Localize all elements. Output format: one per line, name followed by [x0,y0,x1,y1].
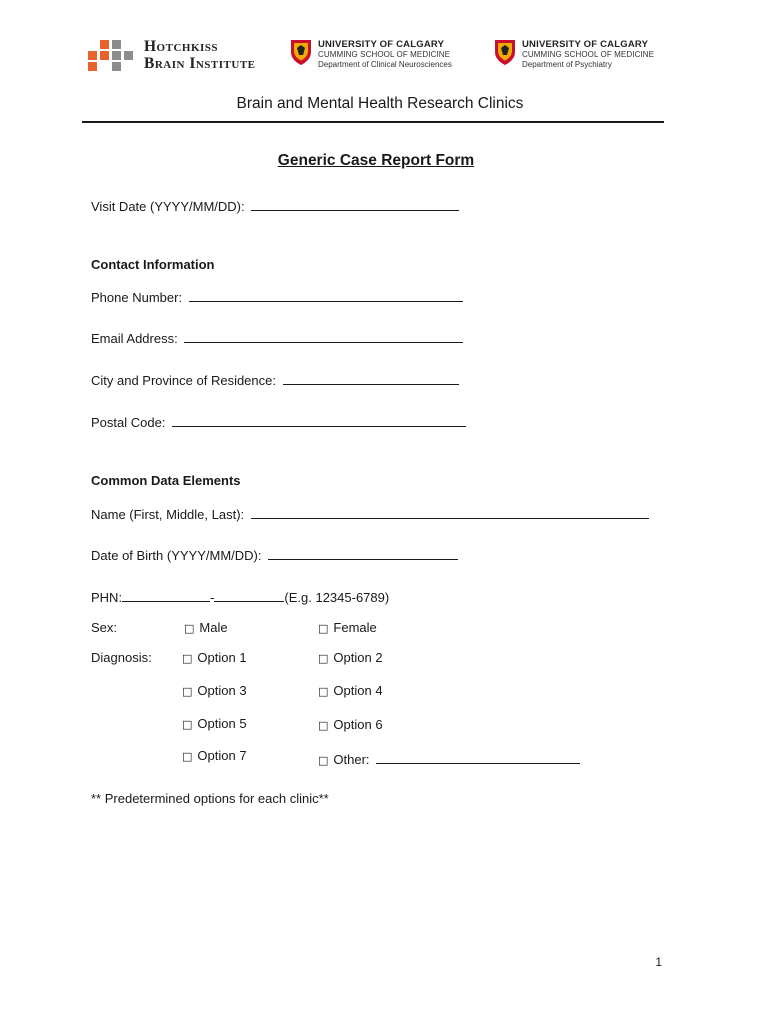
diagnosis-option-label: Option 5 [197,716,247,731]
dob-label: Date of Birth (YYYY/MM/DD): [91,548,262,563]
checkbox-icon[interactable]: □ [318,622,329,635]
form-title: Generic Case Report Form [277,152,475,169]
phone-row [91,288,463,306]
uc-psych-line1: UNIVERSITY OF CALGARY [522,39,649,50]
checkbox-icon[interactable]: □ [318,685,329,698]
common-data-heading: Common Data Elements [91,473,241,488]
diagnosis-option-label: Option 6 [333,717,383,732]
sex-male-label: Male [199,620,228,635]
clinic-title: Brain and Mental Health Research Clinics [236,95,524,112]
phn-row [91,588,389,606]
sex-male-option[interactable] [184,620,228,637]
city-province-field[interactable] [283,371,459,385]
visit-date-field[interactable] [251,197,459,211]
full-name-row [91,505,649,523]
visit-date-label: Visit Date (YYYY/MM/DD): [91,199,245,214]
uc-neurosciences-logo [290,38,490,72]
checkbox-icon[interactable]: □ [318,754,329,767]
title-divider [82,121,664,123]
sex-female-label: Female [333,620,377,635]
hbi-name-line1: Hotchkiss [144,38,219,55]
diagnosis-option-label: Option 7 [197,748,247,763]
uc-neuro-line2: CUMMING SCHOOL OF MEDICINE [318,50,451,59]
phone-label: Phone Number: [91,290,183,305]
diagnosis-option-label: Option 4 [333,683,383,698]
diagnosis-option-7[interactable] [182,748,247,765]
postal-code-field[interactable] [172,413,466,427]
uc-psych-line2: CUMMING SCHOOL OF MEDICINE [522,50,655,59]
uc-crest-icon [290,38,312,66]
hbi-name-line2: Brain Institute [144,55,256,72]
phn-label: PHN: [91,590,123,605]
visit-date-row [91,197,459,215]
sex-label: Sex: [91,620,118,635]
checkbox-icon[interactable]: □ [182,652,193,665]
phn-part1-field[interactable] [122,588,210,602]
diagnosis-option-6[interactable] [318,717,383,734]
dob-row [91,546,458,564]
phn-part2-field[interactable] [214,588,284,602]
checkbox-icon[interactable]: □ [318,652,329,665]
diagnosis-option-label: Option 3 [197,683,247,698]
page-number: 1 [655,955,662,969]
diagnosis-other-field[interactable] [376,750,580,764]
postal-code-row [91,413,466,431]
city-province-label: City and Province of Residence: [91,373,276,388]
diagnosis-option-4[interactable] [318,683,383,700]
diagnosis-option-label: Option 1 [197,650,247,665]
postal-code-label: Postal Code: [91,415,166,430]
phn-example: (E.g. 12345-6789) [284,590,390,605]
diagnosis-option-2[interactable] [318,650,383,667]
footnote: ** Predetermined options for each clinic** [91,791,329,806]
uc-psychiatry-logo [494,38,684,72]
checkbox-icon[interactable]: □ [184,622,195,635]
checkbox-icon[interactable]: □ [318,719,329,732]
uc-neuro-line3: Department of Clinical Neurosciences [318,60,452,69]
phone-field[interactable] [189,288,463,302]
email-field[interactable] [184,329,463,343]
uc-crest-icon [494,38,516,66]
uc-neuro-line1: UNIVERSITY OF CALGARY [318,39,445,50]
contact-info-heading: Contact Information [91,257,215,272]
checkbox-icon[interactable]: □ [182,718,193,731]
hbi-logo-text [144,38,256,72]
phn-dash: - [210,590,215,605]
full-name-label: Name (First, Middle, Last): [91,507,245,522]
checkbox-icon[interactable]: □ [182,750,193,763]
email-row [91,329,463,347]
dob-field[interactable] [268,546,458,560]
sex-female-option[interactable] [318,620,377,637]
diagnosis-label: Diagnosis: [91,650,152,665]
full-name-field[interactable] [251,505,649,519]
diagnosis-other-label: Other: [333,752,370,767]
city-province-row [91,371,459,389]
uc-psych-line3: Department of Psychiatry [522,60,612,69]
checkbox-icon[interactable]: □ [182,685,193,698]
diagnosis-option-1[interactable] [182,650,247,667]
diagnosis-option-label: Option 2 [333,650,383,665]
email-label: Email Address: [91,331,178,346]
diagnosis-option-5[interactable] [182,716,247,733]
diagnosis-option-3[interactable] [182,683,247,700]
hbi-logo-mark-icon [88,40,136,72]
diagnosis-other-option[interactable] [318,750,580,769]
